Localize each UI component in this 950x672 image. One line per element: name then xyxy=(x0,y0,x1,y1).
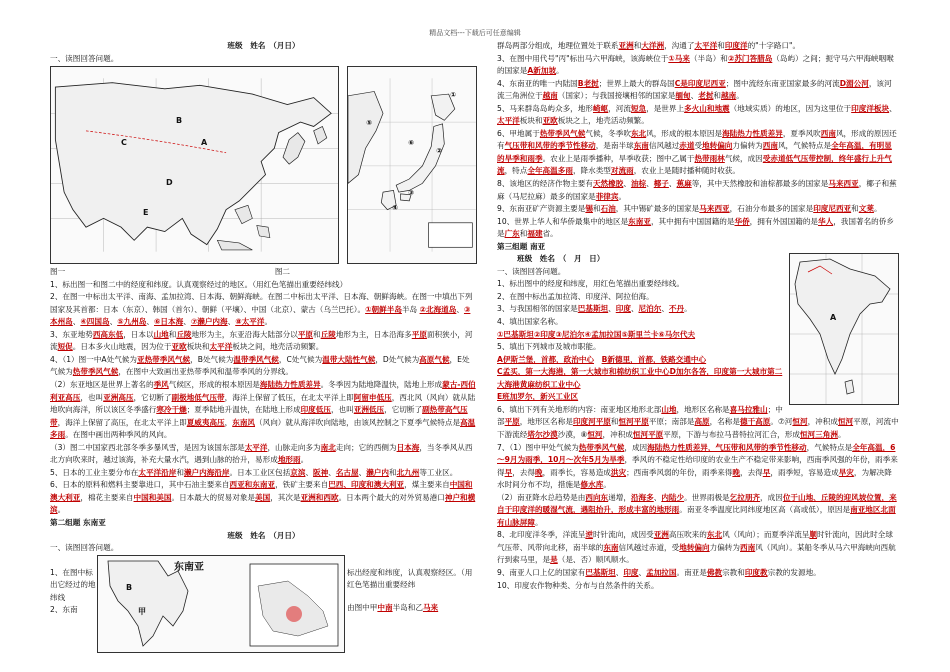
map-label-6: ⑥ xyxy=(408,139,415,148)
question-4: 4、（1）图一中A处气候为亚热带季风气候，B处气候为温带季风气候，C处气候为温带大陆性气候，D处气候为高原气候，E处气候为热带季风气候，在图中大致画出亚热带季风和温带季风的分界线。 xyxy=(50,354,470,377)
map-label-5: ⑤ xyxy=(366,119,373,128)
question-1: 1、标出图一和图二中的经度和纬度。认真观察经过的地区。（用红色笔描出重要经纬线） xyxy=(50,279,348,289)
question-4-2: （2）东亚地区是世界上著名的季风气候区，形成的根本原因是海陆热力性质差异。冬季因为陆地降温快，陆地上形成蒙古-西伯利亚高压，也叫亚洲高压，它切断了副极地低气压带，海洋上保留了低压，在北太平洋上即阿留申低压，西北风（风向）就从陆地吹向海洋，所以该区冬季盛行寒冷干燥；夏季陆地升温快，在陆地上形成印度低压，也叫亚洲低压，它切断了副热带高气压带，海洋上保留了高压，在北太平洋上即夏威夷高压，东南风（风向）就从海洋吹向陆地，由该风控制之下夏季气候特点是高温多雨。在图中画出两种季风的风向。 xyxy=(50,380,476,440)
map-label-c: C xyxy=(121,138,127,148)
east-asia-map-graphic xyxy=(51,67,338,263)
south-q6: 6、填出下列有关地形的内容：南亚地区地形北部山地，地形区名称是喜马拉雅山；中部平原，地形区名称是印度河平原和恒河平原平原；南部是高原，名称是德干高原。⑦河恒河，冲积成恒河平原，河流中下游流经塔尔沙漠沙漠，⑧恒河，冲积成恒河平原平原，下游与布拉马普特拉河汇合，形成恒河三角洲。 xyxy=(497,404,899,439)
section-question-3: 一、读图回答问题。 xyxy=(497,266,566,276)
south-q5-e: E班加罗尔，新兴工业区 xyxy=(497,392,579,402)
section-title-south-asia: 第三组题 南亚 xyxy=(497,241,546,251)
section-question-1: 一、读图回答问题。 xyxy=(50,53,119,63)
question-6: 6、日本的原料和燃料主要靠进口，其中石油主要来自西亚和东南亚，铁矿主要来自巴西、印度和澳大利亚，煤主要来自中国和澳大利亚，棉花主要来自中国和美国。日本最大的贸易对象是美国，其次是亚洲和西欧。日本两个最大的对外贸易港口神户和横滨。 xyxy=(50,480,476,515)
southeast-asia-map-graphic xyxy=(98,556,344,652)
south-q8: 8、北印度洋冬季，洋流呈逆时针流向，成因受亚洲高压吹来的东北风（风向）；而夏季洋流呈顺时针流向，因此时全球气压带、风带向北移，南半球的东南信风越过赤道，受地转偏向力偏转为西南风（风向）。某船冬季从马六甲海峡向西航行到索马里，是是（是、否）顺风顺水。 xyxy=(497,530,896,565)
class-name-header: 班级 姓名 （月日） xyxy=(227,41,300,50)
south-q5-c: C孟买，第一大海港，第一大城市和棉纺织工业中心D加尔各答，印度第一大城市第二大海港黄麻纺织工业中心 xyxy=(497,367,783,389)
map-label-3: ③ xyxy=(408,189,415,198)
right-question-3: 3、在图中用代号"丙"标出马六甲海峡，该海峡位于①马来（半岛）和②苏门答腊岛（岛屿）之间；扼守马六甲海峡咽喉的国家是A新加坡。 xyxy=(497,53,894,76)
map-row xyxy=(50,66,477,264)
caption-figure-2: 图二 xyxy=(274,267,290,277)
south-q5: 5、填出下列城市及城市职能。 xyxy=(497,342,601,352)
south-q4-answers: ①巴基斯坦②印度③尼泊尔④孟加拉国⑤斯里兰卡⑥马尔代夫 xyxy=(497,329,696,339)
sea-right-text: 标出经度和纬度，认真观察经区。（用红色笔描出重要经纬 由图中甲中南半岛和乙马来 xyxy=(347,567,473,612)
map-label-d: D xyxy=(166,178,173,188)
south-q1: 1、标出图中的经度和纬度，用红色笔描出重要经纬线。 xyxy=(497,279,685,289)
map-southeast-asia xyxy=(97,555,345,653)
left-column xyxy=(50,40,477,651)
south-q3: 3、与我国相邻的国家是巴基斯坦、印度、尼泊尔、不丹。 xyxy=(497,304,692,314)
south-q5-a: A伊斯兰堡，首都，政治中心 B新德里，首都，铁路交通中心 xyxy=(497,354,707,364)
question-5: 5、日本的工业主要分布在太平洋沿岸和濑户内海沿岸。日本工业区包括京滨、阪神、名古屋、濑户内和北九州等工业区。 xyxy=(50,467,458,477)
sea-map-label-jia: 甲 xyxy=(138,606,146,616)
map-east-asia xyxy=(50,66,339,264)
south-asia-map-graphic xyxy=(790,254,898,404)
sea-map-label-b: B xyxy=(126,582,133,592)
south-q7-2: （2）南亚降水总趋势是由西向东递增，沿海多、内陆少。世界雨极是乞拉朋齐，成因位于山地、丘陵的迎风坡位置，来自于印度洋的暖湿气流，遇阻抬升，形成丰富的地形雨。南亚冬季温度比同纬度地区高（高或低），原因是南亚地区北面有山脉屏障。 xyxy=(497,492,897,527)
map-label-b: B xyxy=(176,116,183,126)
south-q7: 7、（1）图中甲处气候为热带季风气候，成因海陆热力性质差异，气压带和风带的季节性移动，气候特点是全年高温，6～9月为雨季，10月～次年5月为旱季，季风的不稳定性给印度的农业生产不稳定带来影响，西南季风强的年份，雨季来得早，去得晚，雨季长，容易造成洪灾；西南季风弱的年份，雨季来得晚，去得早，雨季短，容易造成旱灾，为解决降水时间分布不均，措施是修水库。 xyxy=(497,442,898,490)
section-title-southeast-asia: 第二组题 东南亚 xyxy=(50,518,106,528)
south-q9: 9、南亚人口上亿的国家有巴基斯坦、印度、孟加拉国。南亚是佛教宗教和印度教宗教的发源地。 xyxy=(497,567,821,577)
right-question-4: 4、东南亚的唯一内陆国B老挝；世界上最大的群岛国C是印度尼西亚；图中流经东南亚国家最多的河流D湄公河，该河流三角洲位于越南（国家）；与我国接壤相邻的国家是缅甸、老挝和越南。 xyxy=(497,78,892,101)
right-question-8: 8、该地区的经济作物主要有天然橡胶、油棕、椰子、蕉麻等，其中天然橡胶和油棕都最多的国家是马来西亚，椰子和蕉麻（马尼拉麻）最多的国家是菲律宾。 xyxy=(497,179,897,201)
question-2: 2、在图一中标出太平洋、南海、孟加拉湾、日本海、朝鲜海峡。在图二中标出太平洋、日本海、朝鲜海峡。在图一中填出下列国家及其首都：日本（东京）、韩国（首尔）、朝鲜（平壤）、中国（北京）、蒙古（乌兰巴托）。①朝鲜半岛半岛 ②北海道岛、③本州岛、④四国岛、⑤九州岛、⑥日本海、⑦濑户内海、⑧太平洋。 xyxy=(50,292,473,327)
right-question-9: 9、东南亚矿产资源主要是锡和石油，其中锡矿最多的国家是马来西亚，石油分布最多的国家是印度尼西亚和文莱。 xyxy=(497,204,882,214)
right-column xyxy=(497,40,899,592)
map-japan xyxy=(347,66,477,264)
map-label-e: E xyxy=(143,208,149,218)
class-name-header-3: 班级 姓名 （ 月 日） xyxy=(517,254,605,264)
question-3: 3、东亚地势西高东低，日本以山地和丘陵地形为主，东亚沿海大陆部分以平原和丘陵地形为主，日本沿海多平原面积狭小，河流短促。日本多火山地震，因为位于亚欧板块和太平洋板块之间，地壳活动频繁。 xyxy=(50,329,473,352)
south-asia-label-a: A xyxy=(830,313,837,323)
south-q2: 2、在图中标出孟加拉湾、印度洋、阿拉伯海。 xyxy=(497,291,654,301)
map-captions xyxy=(50,266,290,279)
caption-figure-1: 图一 xyxy=(50,267,66,277)
class-name-header-2: 班级 姓名 （月日） xyxy=(227,530,300,540)
map-south-asia xyxy=(789,253,899,405)
map-label-2: ② xyxy=(436,147,443,156)
sea-map-title: 东南亚 xyxy=(174,561,204,573)
southeast-asia-block xyxy=(50,555,477,651)
right-line-1: 群岛两部分组成，地理位置处于联系亚洲和大洋洲，沟通了太平洋和印度洋的"十字路口"。 xyxy=(497,41,801,50)
right-question-5: 5、马来群岛岛屿众多，地形崎岖，河流短急，是世界上多火山和地震（地域实质）的地区，因为这里位于印度洋板块、太平洋板块和亚欧板块之上，地壳活动频繁。 xyxy=(497,103,897,126)
south-q4: 4、填出国家名称。 xyxy=(497,317,563,327)
section-question-2: 一、读图回答问题。 xyxy=(50,543,119,553)
south-q10: 10、印度农作物种类、分布与自然条件的关系。 xyxy=(497,580,659,590)
page-watermark: 精品文档---下载后可任意编辑 xyxy=(429,29,521,37)
right-question-10: 10、世界上华人和华侨最集中的地区是东南亚，其中拥有中国国籍的是华侨，拥有外国国籍的是华人，我国著名的侨乡是广东和福建省。 xyxy=(497,216,894,239)
japan-map-graphic xyxy=(348,67,476,263)
question-4-3: （3）图二中国家西北部冬季多暴风雪，是因为该国东部是太平洋，山脉走向多为南北走向；它的西侧为日本海，当冬季风从西北方向吹来时，越过该海，补充大量水汽，遇到山脉的抬升，易形成地形雨。 xyxy=(50,442,473,465)
map-label-a: A xyxy=(201,138,208,148)
sea-left-text: 1、在图中标出它经过的地纬线 2、东南 xyxy=(50,567,96,615)
map-label-1: ① xyxy=(450,91,457,100)
right-question-6: 6、甲地属于热带季风气候气候，冬季吹东北风，形成的根本原因是海陆热力性质差异，夏季风吹西南风，形成的原因还有气压带和风带的季节性移动，是南半球东南信风越过赤道受地转偏向力偏转为西南风，气候特点是全年高温，有明显的旱季和雨季。农业上是雨季播种，旱季收获；图中乙属于热带雨林气候，成因受赤道低气压带控制，终年盛行上升气流，特点全年高温多雨，降水类型对流雨，农业上是随时播种随时收获。 xyxy=(497,128,897,176)
map-label-4: ④ xyxy=(392,204,399,213)
